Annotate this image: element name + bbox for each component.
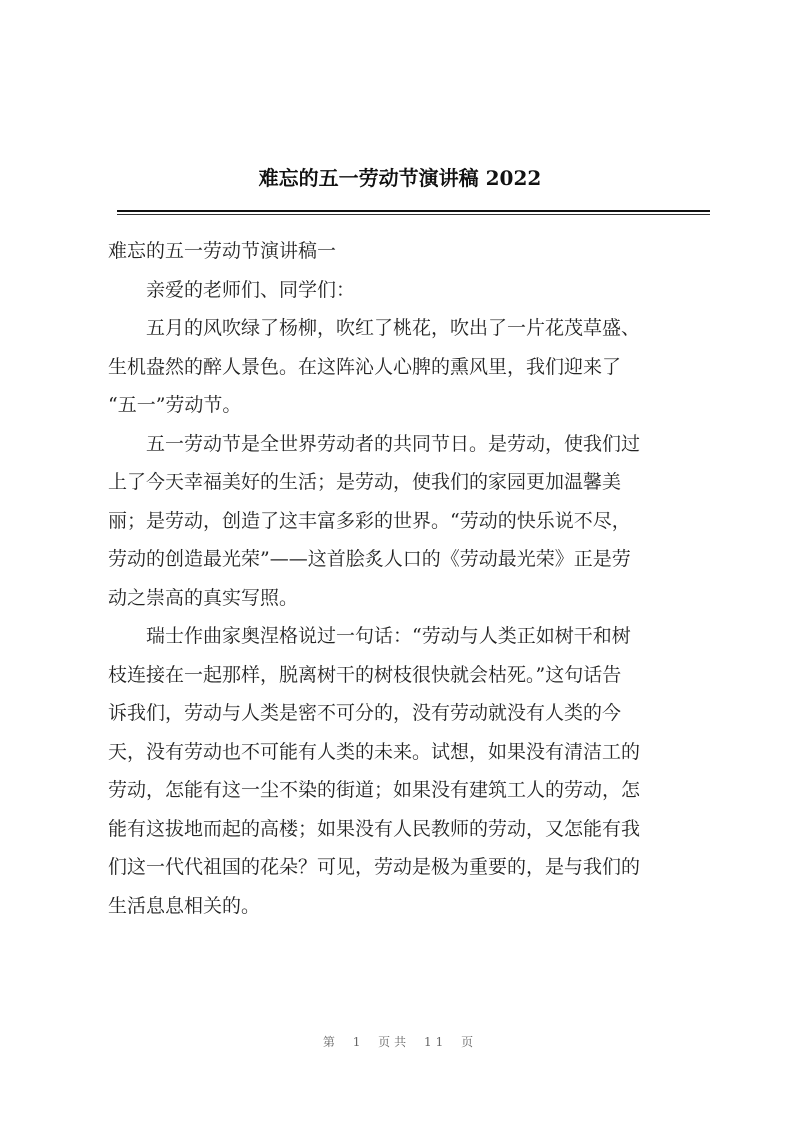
title-rule-thick <box>117 210 710 212</box>
text-line: 上了今天幸福美好的生活；是劳动，使我们的家园更加温馨美 <box>108 471 622 493</box>
footer-total-pages: 11 <box>424 1035 448 1049</box>
text-line: “五一”劳动节。 <box>108 394 242 416</box>
text-line: 五一劳动节是全世界劳动者的共同节日。是劳动，使我们过 <box>146 432 641 455</box>
text-line: 五月的风吹绿了杨柳，吹红了桃花，吹出了一片花茂草盛、 <box>146 317 641 339</box>
text-line: 生活息息相关的。 <box>108 894 261 917</box>
text-line: 劳动，怎能有这一尘不染的街道；如果没有建筑工人的劳动，怎 <box>108 779 641 801</box>
text-line: 难忘的五一劳动节演讲稿一 <box>108 240 337 262</box>
title-rule-thin <box>117 214 710 215</box>
text-line: 亲爱的老师们、同学们： <box>146 278 356 301</box>
footer-page-number: 1 <box>352 1035 365 1049</box>
text-line: 劳动的创造最光荣”——这首脍炙人口的《劳动最光荣》正是劳 <box>108 548 631 570</box>
text-line: 天，没有劳动也不可能有人类的未来。试想，如果没有清洁工的 <box>108 740 641 763</box>
text-line: 动之崇高的真实写照。 <box>108 586 299 609</box>
text-line: 生机盎然的醉人景色。在这阵沁人心脾的熏风里，我们迎来了 <box>108 355 622 378</box>
text-line: 丽；是劳动，创造了这丰富多彩的世界。“劳动的快乐说不尽， <box>108 509 631 532</box>
footer-prefix: 第 <box>322 1035 339 1049</box>
text-line: 枝连接在一起那样，脱离树干的树枝很快就会枯死。”这句话告 <box>108 663 622 686</box>
footer-suffix: 页 <box>461 1035 478 1049</box>
text-line: 能有这拔地而起的高楼；如果没有人民教师的劳动，又怎能有我 <box>108 817 641 840</box>
document-title: 难忘的五一劳动节演讲稿 2022 <box>258 166 542 190</box>
document-body <box>108 232 712 925</box>
page-footer <box>0 1033 800 1050</box>
footer-middle: 页共 <box>378 1035 411 1049</box>
text-line: 瑞士作曲家奥涅格说过一句话：“劳动与人类正如树干和树 <box>146 625 631 647</box>
text-line: 诉我们，劳动与人类是密不可分的，没有劳动就没有人类的今 <box>108 702 622 724</box>
text-line: 们这一代代祖国的花朵？可见，劳动是极为重要的，是与我们的 <box>108 856 641 878</box>
